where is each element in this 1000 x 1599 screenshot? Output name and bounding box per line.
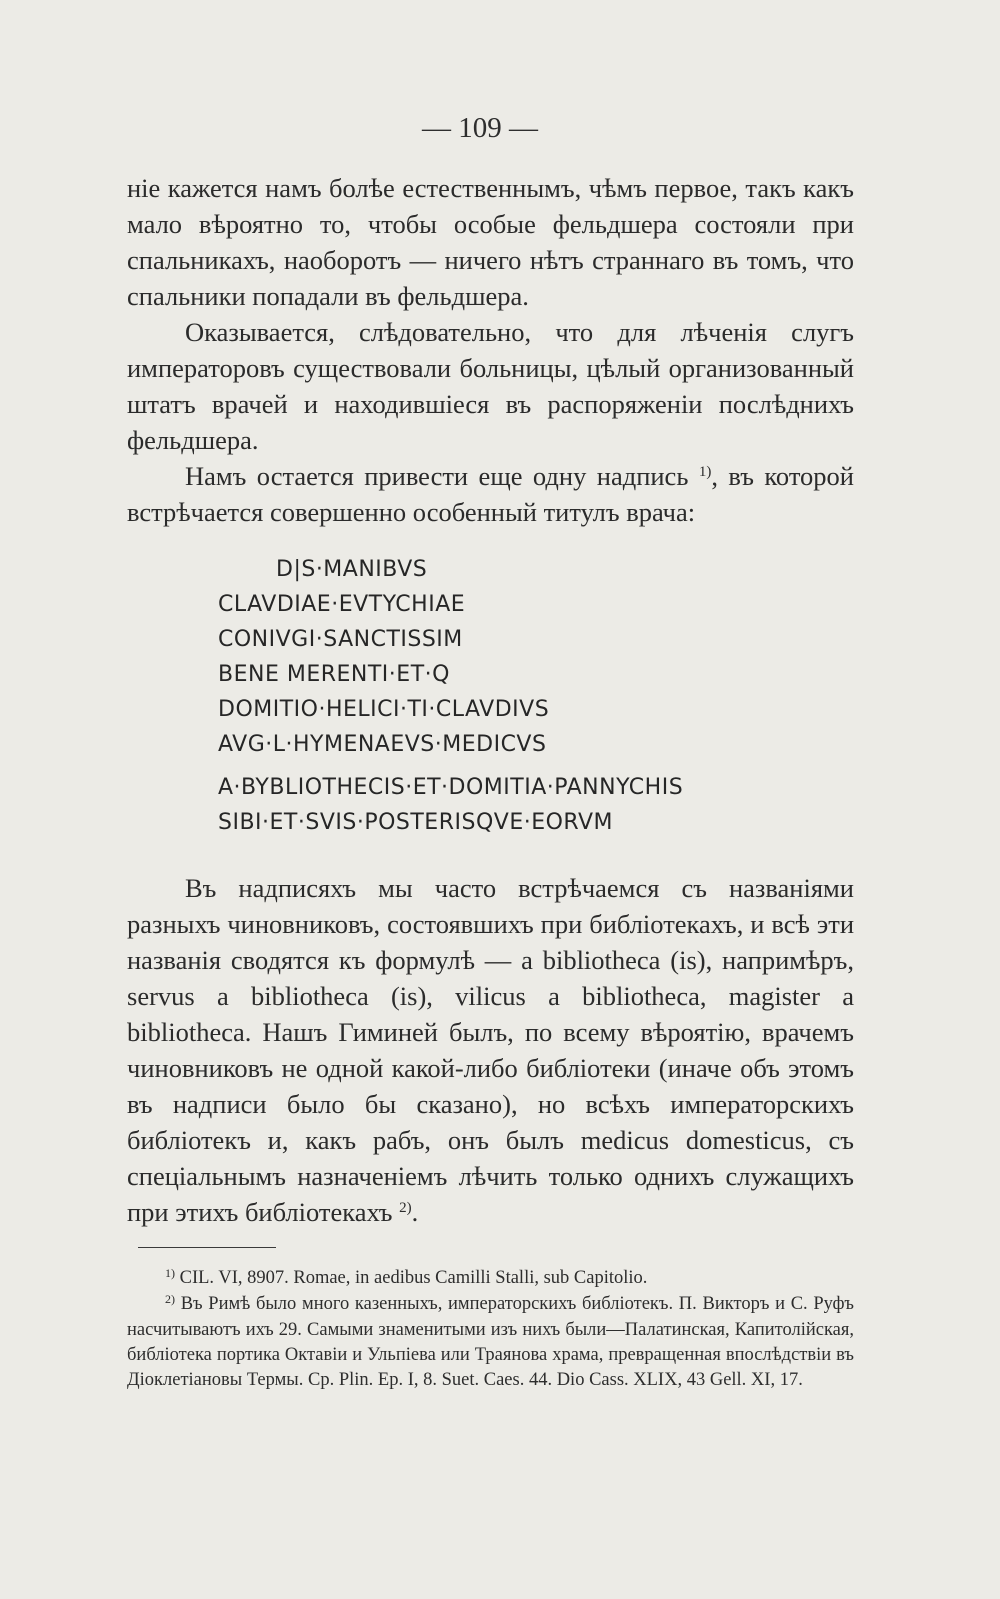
inscription-line: CONIVGI·SANCTISSIM [218,627,463,652]
footnote-1 [127,1266,854,1292]
paragraph-inscription-intro [127,458,854,530]
footnote-divider [138,1247,276,1248]
inscription-line: BENE MERENTI·ET·Q [218,662,450,687]
footnotes [127,1266,854,1393]
footnote-ref-2: 2) [399,1200,412,1216]
paragraph-continuation: ніе кажется намъ болѣе естественнымъ, чѣмъ первое, такъ какъ мало вѣроятно то, чтобы особые фельдшера состояли при спальникахъ, наоборотъ — ничего нѣтъ страннаго въ томъ, что спальники попадали въ фельдшера. [127,173,854,311]
footnote-2 [127,1292,854,1393]
latin-inscription [218,552,683,840]
inscription-line: AVG·L·HYMENAEVS·MEDICVS [218,732,547,757]
footnote-2-text: Въ Римѣ было много казенныхъ, императорскихъ библіотекъ. П. Викторъ и С. Руфъ насчитываютъ ихъ 29. Самыми знаменитыми изъ нихъ были—Палатинская, Капитолійская, библіотека портика Октавіи и Ульпіева или Траянова храма, превращенная впослѣдствіи въ Діоклетіановы Термы. Ср. Plin. Ep. I, 8. Suet. Caes. 44. Dio Cass. XLIX, 43 Gell. XI, 17. [127,1294,854,1390]
footnote-ref-1: 1) [698,464,712,480]
main-text-top [127,170,854,530]
inscription-gap [218,762,683,770]
footnote-2-marker: 2) [165,1292,175,1306]
footnote-1-text: CIL. VI, 8907. Romae, in aedibus Camilli Stalli, sub Capitolio. [175,1268,648,1288]
main-text-bottom [127,870,854,1230]
inscription-line: D|S·MANIBVS [276,557,428,582]
inscription-line: CLAVDIAE·EVTYCHIAE [218,592,466,617]
inscription-line: DOMITIO·HELICI·TI·CLAVDIVS [218,697,550,722]
paragraph-inscription-intro-text: Намъ остается привести еще одну надпись [185,461,699,491]
paragraph-inscription-intro-tail: , въ которой встрѣчается совершенно особенный титулъ врача: [127,461,854,527]
paragraph-hospitals: Оказывается, слѣдовательно, что для лѣченія слугъ императоровъ существовали больницы, цѣлый организованный штатъ врачей и находившіеся въ распоряженіи послѣднихъ фельдшера. [127,317,854,455]
inscription-line: SIBI·ET·SVIS·POSTERISQVE·EORVM [218,810,614,835]
paragraph-library-officials-text: Въ надписяхъ мы часто встрѣчаемся съ названіями разныхъ чиновниковъ, состоявшихъ при библіотекахъ, и всѣ эти названія сводятся къ формулѣ — a bibliotheca (is), напримѣръ, servus a bibliotheca (is), vilicus a bibliotheca, magister a bibliotheca. Нашъ Гиминей былъ, по всему вѣроятію, врачемъ чиновниковъ не одной какой-либо библіотеки (иначе объ этомъ въ надписи было бы сказано), но всѣхъ императорскихъ библіотекъ и, какъ рабъ, онъ былъ medicus domesticus, съ спеціальнымъ назначеніемъ лѣчить только однихъ служащихъ при этихъ библіотекахъ [127,873,854,1227]
footnote-1-marker: 1) [165,1266,175,1280]
page-number: — 109 — [422,112,538,144]
paragraph-library-officials-tail: . [411,1197,419,1227]
inscription-line: A·BYBLIOTHECIS·ET·DOMITIA·PANNYCHIS [218,775,684,800]
paragraph-library-officials [127,870,854,1230]
